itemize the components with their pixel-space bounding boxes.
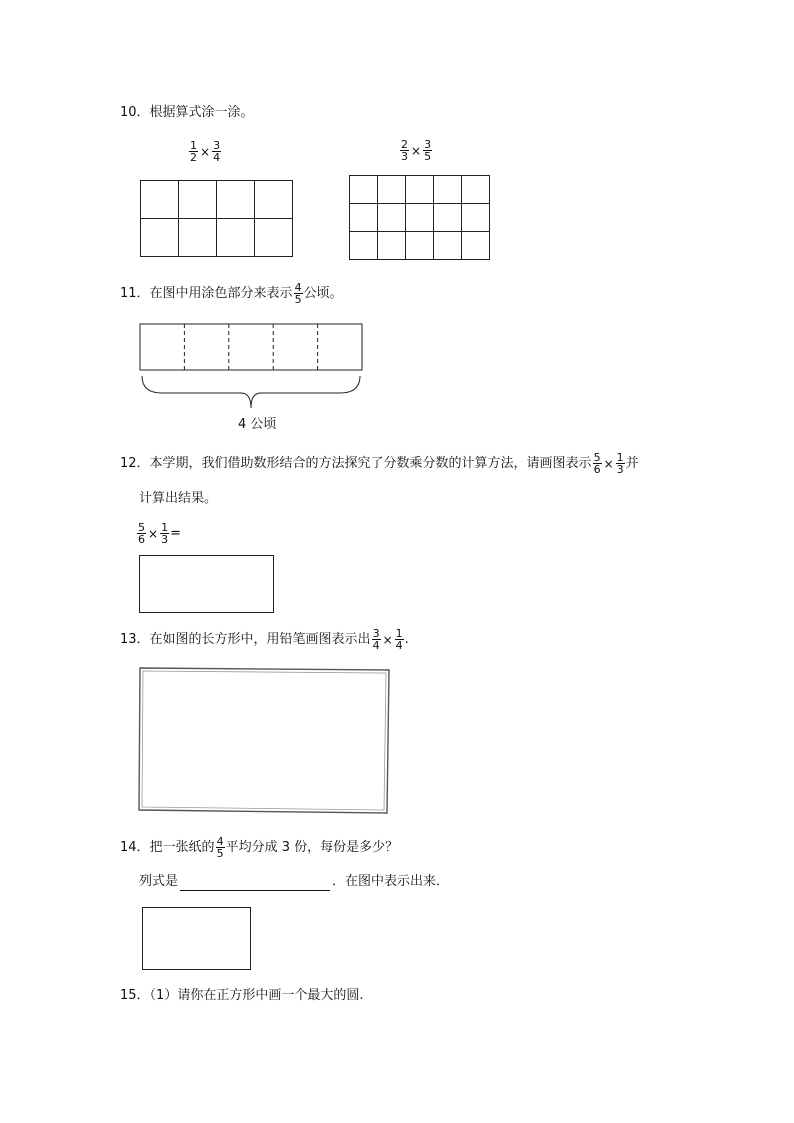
- drawing-rectangle-outer[interactable]: [139, 668, 389, 813]
- q14-number: 14．: [120, 840, 150, 855]
- strip-rectangle[interactable]: [140, 324, 362, 370]
- q10-title: [120, 104, 254, 122]
- grid-cell[interactable]: [378, 204, 406, 232]
- q14-line2: [139, 873, 449, 891]
- fraction: $\frac{4}{5}$: [294, 281, 302, 306]
- q14-drawing-box[interactable]: [142, 907, 251, 970]
- q14-text-a: 把一张纸的: [149, 840, 215, 855]
- times-sign: ×: [411, 143, 422, 158]
- q15-text: （1）请你在正方形中画一个最大的圆.: [149, 988, 364, 1003]
- q15-number: 15．: [120, 988, 150, 1003]
- q12-drawing-box[interactable]: [139, 555, 274, 613]
- grid-cell[interactable]: [462, 232, 490, 260]
- q13-number: 13．: [120, 632, 150, 647]
- grid-cell[interactable]: [255, 181, 293, 219]
- grid-cell[interactable]: [406, 232, 434, 260]
- curly-brace: [142, 376, 360, 408]
- q12-text-a: 本学期，我们借助数形结合的方法探究了分数乘分数的计算方法，请画图表示: [149, 456, 592, 471]
- q12-text-b: 并: [625, 456, 639, 471]
- grid-cell[interactable]: [350, 232, 378, 260]
- q10-left-grid[interactable]: [140, 180, 293, 257]
- q12-title: [120, 452, 639, 475]
- q11-number: 11．: [120, 286, 150, 301]
- fraction: $\frac{3}{5}$: [424, 138, 432, 163]
- grid-cell[interactable]: [350, 176, 378, 204]
- q14-line2-label: 列式是: [139, 874, 179, 889]
- q13-title: [120, 628, 409, 651]
- grid-cell[interactable]: [462, 176, 490, 204]
- grid-cell[interactable]: [255, 219, 293, 257]
- q11-strip-diagram[interactable]: [138, 320, 368, 414]
- q12-line2: 计算出结果。: [139, 491, 218, 506]
- times-sign: ×: [382, 632, 393, 647]
- q15-title: [120, 987, 363, 1005]
- q11-text-a: 在图中用涂色部分来表示: [149, 286, 293, 301]
- grid-cell[interactable]: [179, 219, 217, 257]
- grid-cell[interactable]: [141, 219, 179, 257]
- fraction: $\frac{3}{4}$: [213, 139, 221, 164]
- answer-blank[interactable]: [180, 876, 330, 891]
- fraction: $\frac{2}{3}$: [401, 138, 408, 163]
- q10-left-expression: [188, 140, 222, 163]
- q11-text-b: 公顷。: [303, 286, 343, 301]
- fraction: $\frac{5}{6}$: [138, 521, 145, 546]
- times-sign: ×: [200, 144, 211, 159]
- q10-text: 根据算式涂一涂。: [149, 105, 254, 120]
- fraction: $\frac{1}{4}$: [395, 627, 403, 652]
- q13-text-a: 在如图的长方形中，用铅笔画图表示出: [149, 632, 371, 647]
- q13-text-b: .: [404, 632, 409, 647]
- grid-cell[interactable]: [217, 181, 255, 219]
- q12-equation: [136, 522, 181, 545]
- fraction: $\frac{5}{6}$: [593, 451, 601, 476]
- fraction: $\frac{1}{3}$: [616, 451, 624, 476]
- grid-cell[interactable]: [406, 176, 434, 204]
- grid-cell[interactable]: [378, 232, 406, 260]
- q14-line2-tail: ．在图中表示出来．: [332, 874, 450, 889]
- grid-cell[interactable]: [378, 176, 406, 204]
- grid-cell[interactable]: [434, 176, 462, 204]
- grid-cell[interactable]: [462, 204, 490, 232]
- q10-right-expression: [399, 139, 433, 162]
- q14-title: [120, 836, 398, 859]
- grid-cell[interactable]: [350, 204, 378, 232]
- times-sign: ×: [148, 526, 159, 541]
- q11-title: [120, 282, 343, 305]
- grid-cell[interactable]: [179, 181, 217, 219]
- drawing-rectangle-inner: [142, 671, 386, 810]
- grid-cell[interactable]: [434, 204, 462, 232]
- q12-number: 12．: [120, 456, 150, 471]
- fraction: $\frac{1}{2}$: [190, 139, 197, 164]
- q10-number: 10．: [120, 105, 150, 120]
- q13-rectangle[interactable]: [136, 664, 394, 818]
- equals-sign: =: [170, 526, 181, 541]
- fraction: $\frac{3}{4}$: [372, 627, 380, 652]
- q14-text-b: 平均分成 3 份，每份是多少？: [225, 840, 399, 855]
- grid-cell[interactable]: [434, 232, 462, 260]
- grid-cell[interactable]: [406, 204, 434, 232]
- times-sign: ×: [603, 456, 614, 471]
- grid-cell[interactable]: [217, 219, 255, 257]
- fraction: $\frac{1}{3}$: [161, 521, 169, 546]
- grid-cell[interactable]: [141, 181, 179, 219]
- q11-brace-label: 4 公顷: [238, 417, 277, 432]
- fraction: $\frac{4}{5}$: [216, 835, 224, 860]
- q10-right-grid[interactable]: [349, 175, 490, 260]
